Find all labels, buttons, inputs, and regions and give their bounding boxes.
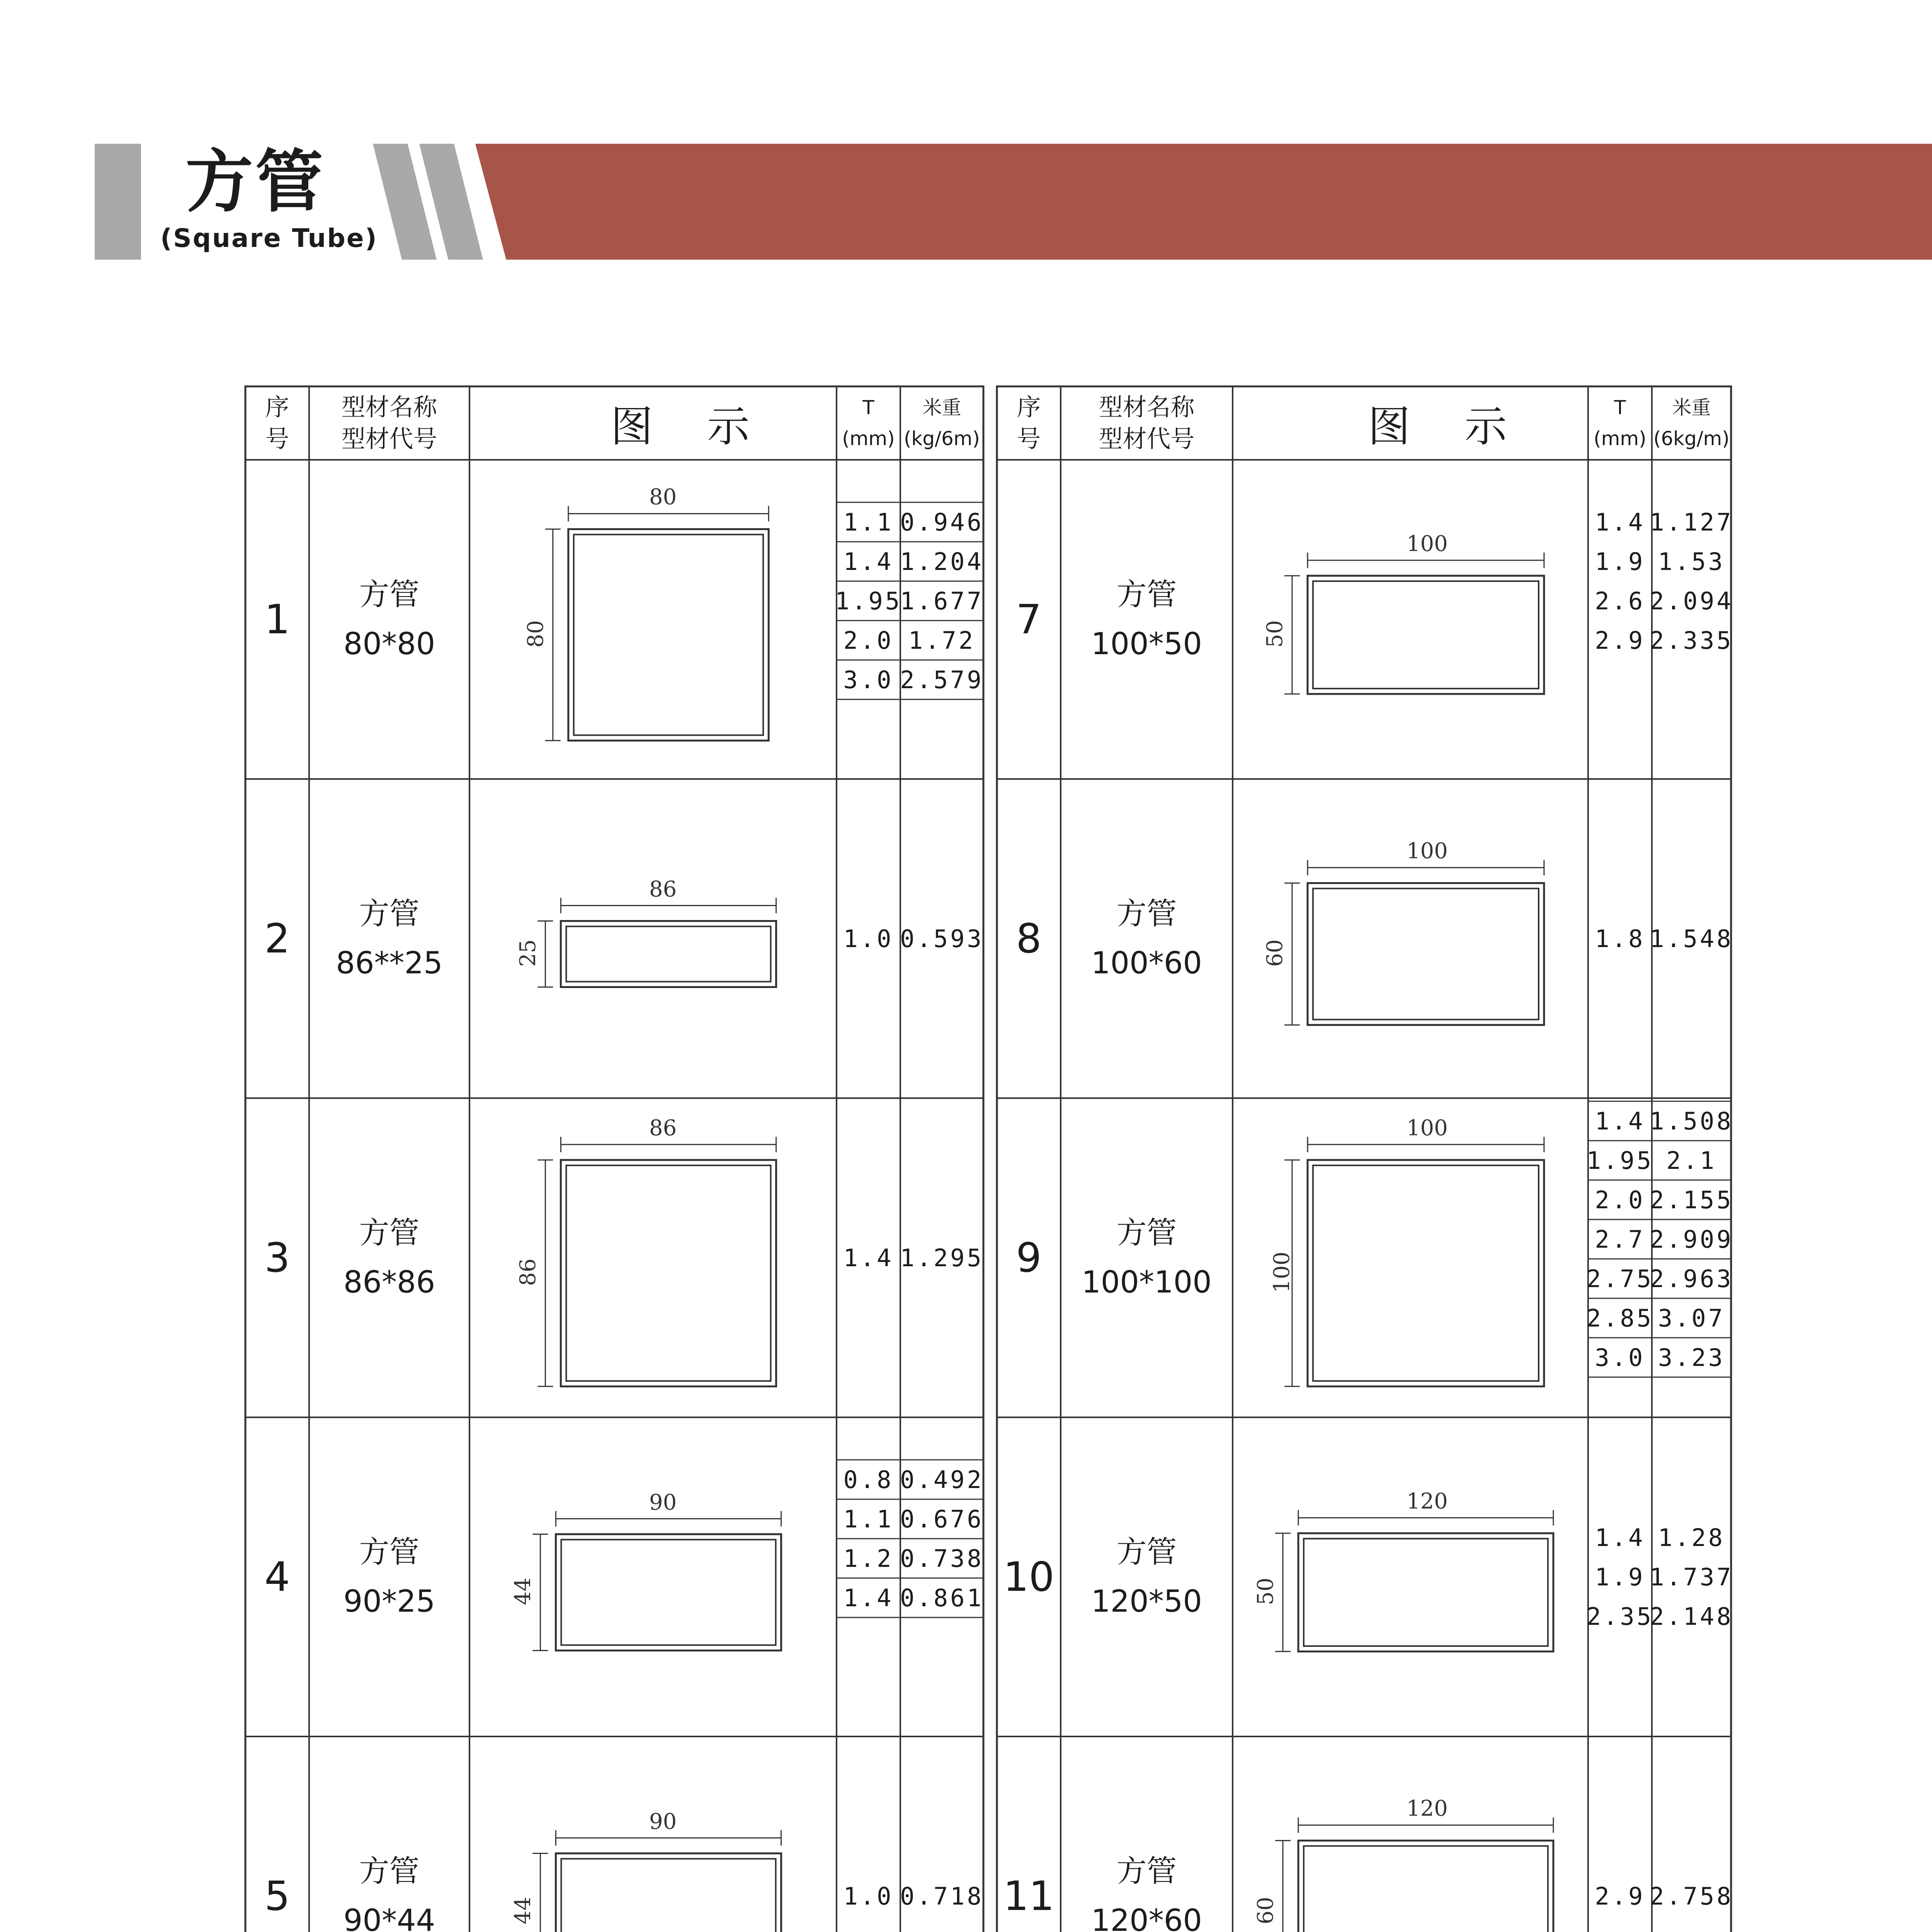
row-9-name (1061, 1098, 1233, 1417)
row-10-t-1 (1588, 1518, 1652, 1557)
row-1-weight-2-line-1: 1.204 (900, 547, 984, 576)
row-5-name-line-1: 方管 (359, 1854, 420, 1889)
header-weight-left (900, 386, 983, 460)
row-11-t-1 (1588, 1876, 1652, 1916)
row-1-t-3 (837, 581, 900, 621)
row-8-seq (997, 779, 1061, 1098)
row-7-name-line-1: 方管 (1116, 577, 1177, 612)
header-diagram-right (1233, 386, 1642, 460)
row-4-tube-outer (556, 1534, 781, 1651)
row-4-weight-2-line-1: 0.676 (900, 1505, 984, 1533)
row-9-weight-4-line-1: 2.909 (1650, 1225, 1733, 1253)
row-10-weight-3 (1652, 1597, 1731, 1636)
row-10-tube-outer (1298, 1533, 1553, 1651)
row-7-weight-4-line-1: 2.335 (1650, 626, 1733, 655)
row-9-weight-6 (1652, 1298, 1731, 1338)
row-11-t-1-line-1: 2.9 (1595, 1882, 1645, 1910)
row-9-weight-1-line-1: 1.508 (1650, 1107, 1733, 1135)
row-5-weight-1-line-1: 0.718 (900, 1882, 984, 1910)
row-4-t-1-line-1: 0.8 (843, 1465, 894, 1494)
header-name-right-line-1: 型材名称 (1099, 393, 1195, 421)
row-9-weight-4 (1652, 1219, 1731, 1259)
row-9-t-3 (1588, 1180, 1652, 1219)
row-7-weight-2 (1652, 542, 1731, 581)
row-1-seq (245, 460, 309, 779)
row-2-weight-1 (900, 919, 983, 958)
header-diagram-left-line-1: 图示 (611, 402, 804, 451)
row-8-name (1061, 779, 1233, 1098)
header-t-right-line-1: T (1614, 396, 1626, 419)
row-5-dim-height-label: 44 (510, 1896, 536, 1925)
row-11-name-line-2: 120*60 (1091, 1903, 1202, 1932)
row-8-seq-line-1: 8 (1016, 915, 1042, 962)
row-1-seq-line-1: 1 (264, 596, 290, 643)
row-9-t-4-line-1: 2.7 (1595, 1225, 1645, 1253)
row-11-tube-inner (1304, 1846, 1548, 1932)
row-4-t-2-line-1: 1.1 (843, 1505, 894, 1533)
row-3-tube-outer (561, 1160, 776, 1386)
row-1-t-2-line-1: 1.4 (843, 547, 894, 576)
row-8-weight-1-line-1: 1.548 (1650, 924, 1733, 953)
row-8-t-1 (1588, 919, 1652, 958)
row-1-t-4 (837, 621, 900, 660)
row-4-t-3 (837, 1539, 900, 1578)
row-1-t-1-line-1: 1.1 (843, 508, 894, 536)
row-1-tube-outer (568, 529, 769, 740)
row-4-t-3-line-1: 1.2 (843, 1544, 894, 1573)
row-1-t-1 (837, 502, 900, 542)
row-7-weight-1 (1652, 502, 1731, 542)
row-10-name-line-2: 120*50 (1091, 1584, 1202, 1619)
row-1-name (309, 460, 469, 779)
row-7-t-3-line-1: 2.6 (1595, 587, 1645, 615)
row-10-t-1-line-1: 1.4 (1595, 1523, 1645, 1552)
row-9-t-5 (1588, 1259, 1652, 1298)
row-1-t-5-line-1: 3.0 (843, 665, 894, 694)
row-1-name-line-2: 80*80 (343, 627, 435, 662)
header-t-left-line-1: T (862, 396, 874, 419)
row-1-t-3-line-1: 1.95 (835, 587, 902, 615)
row-10-dim-width-label: 120 (1406, 1489, 1448, 1514)
row-5-t-1 (837, 1876, 900, 1916)
row-4-weight-1-line-1: 0.492 (900, 1465, 984, 1494)
row-7-seq (997, 460, 1061, 779)
row-1-weight-3 (900, 581, 983, 621)
row-10-name (1061, 1417, 1233, 1736)
row-4-t-4 (837, 1578, 900, 1617)
row-2-t-1-line-1: 1.0 (843, 924, 894, 953)
row-10-name-line-1: 方管 (1116, 1535, 1177, 1570)
row-3-weight-1 (900, 1238, 983, 1277)
row-5-seq (245, 1736, 309, 1932)
row-8-weight-1 (1652, 919, 1731, 958)
row-9-weight-2 (1652, 1141, 1731, 1180)
row-3-t-1 (837, 1238, 900, 1277)
row-1-weight-1-line-1: 0.946 (900, 508, 984, 536)
row-9-t-5-line-1: 2.75 (1586, 1264, 1654, 1293)
row-11-name (1061, 1736, 1233, 1932)
row-7-weight-3-line-1: 2.094 (1650, 587, 1733, 615)
row-3-name-line-2: 86*86 (343, 1265, 435, 1300)
row-1-dim-height-label: 80 (523, 620, 548, 648)
row-4-t-2 (837, 1499, 900, 1539)
header-weight-left-line-2: (kg/6m) (903, 427, 980, 450)
row-1-weight-4 (900, 621, 983, 660)
row-9-weight-5 (1652, 1259, 1731, 1298)
row-4-t-1 (837, 1460, 900, 1499)
row-8-name-line-1: 方管 (1116, 896, 1177, 931)
row-5-t-1-line-1: 1.0 (843, 1882, 894, 1910)
row-10-weight-1-line-1: 1.28 (1658, 1523, 1725, 1552)
row-2-weight-1-line-1: 0.593 (900, 924, 984, 953)
row-9-weight-1 (1652, 1101, 1731, 1141)
row-11-weight-1-line-1: 2.758 (1650, 1882, 1733, 1910)
row-4-weight-3 (900, 1539, 983, 1578)
row-11-seq (997, 1736, 1061, 1932)
row-10-weight-2 (1652, 1557, 1731, 1597)
row-9-dim-width-label: 100 (1406, 1116, 1448, 1141)
row-2-t-1 (837, 919, 900, 958)
row-9-t-7 (1588, 1338, 1652, 1377)
header-weight-right (1652, 386, 1731, 460)
header-seq-left (245, 386, 309, 460)
header-weight-left-line-1: 米重 (922, 396, 961, 419)
row-4-name (309, 1417, 469, 1736)
row-1-dim-width-label: 80 (649, 485, 677, 510)
row-11-dim-width-label: 120 (1406, 1796, 1448, 1821)
row-10-tube-inner (1304, 1539, 1548, 1646)
row-10-t-3-line-1: 2.35 (1586, 1602, 1654, 1631)
row-1-weight-4-line-1: 1.72 (908, 626, 976, 655)
row-7-tube-outer (1308, 576, 1544, 694)
row-2-name-line-1: 方管 (359, 896, 420, 931)
row-9-tube-outer (1308, 1160, 1544, 1386)
header-name-right-line-2: 型材代号 (1099, 425, 1195, 453)
row-1-t-4-line-1: 2.0 (843, 626, 894, 655)
row-3-seq-line-1: 3 (264, 1234, 290, 1281)
row-8-dim-width-label: 100 (1406, 838, 1448, 864)
row-3-tube-inner (566, 1165, 770, 1381)
row-9-t-3-line-1: 2.0 (1595, 1185, 1645, 1214)
row-11-seq-line-1: 11 (1003, 1872, 1054, 1920)
row-7-weight-2-line-1: 1.53 (1658, 547, 1725, 576)
header-diagram-left (469, 386, 891, 460)
row-1-weight-1 (900, 502, 983, 542)
row-7-tube-inner (1313, 581, 1539, 689)
row-1-weight-2 (900, 542, 983, 581)
row-4-dim-height-label: 44 (510, 1577, 536, 1605)
row-3-seq (245, 1098, 309, 1417)
row-7-dim-width-label: 100 (1406, 531, 1448, 556)
row-9-dim-height-label: 100 (1269, 1252, 1294, 1293)
row-9-t-2-line-1: 1.95 (1586, 1146, 1654, 1175)
row-9-name-line-2: 100*100 (1082, 1265, 1212, 1300)
row-9-weight-6-line-1: 3.07 (1658, 1304, 1725, 1332)
header-seq-left-line-2: 号 (265, 425, 289, 453)
row-1-name-line-1: 方管 (359, 577, 420, 612)
header-name-left-line-2: 型材代号 (341, 425, 437, 453)
row-5-tube-inner (561, 1859, 776, 1932)
row-7-weight-3 (1652, 581, 1731, 621)
row-4-weight-4-line-1: 0.861 (900, 1583, 984, 1612)
row-4-t-4-line-1: 1.4 (843, 1583, 894, 1612)
row-7-t-3 (1588, 581, 1652, 621)
row-3-dim-width-label: 86 (649, 1116, 677, 1141)
header-weight-right-line-2: (6kg/m) (1653, 427, 1730, 450)
row-3-name (309, 1098, 469, 1417)
page-title: 方管 (185, 143, 325, 221)
header-t-left-line-2: (mm) (842, 427, 895, 450)
row-11-name-line-1: 方管 (1116, 1854, 1177, 1889)
row-9-weight-7-line-1: 3.23 (1658, 1343, 1725, 1372)
row-9-seq-line-1: 9 (1016, 1234, 1042, 1281)
row-3-dim-height-label: 86 (515, 1258, 541, 1286)
row-4-seq-line-1: 4 (264, 1553, 290, 1600)
row-2-name (309, 779, 469, 1098)
row-9-t-2 (1588, 1141, 1652, 1180)
row-2-seq (245, 779, 309, 1098)
row-2-tube-inner (566, 927, 770, 982)
row-9-weight-3-line-1: 2.155 (1650, 1185, 1733, 1214)
row-9-seq (997, 1098, 1061, 1417)
row-7-weight-1-line-1: 1.127 (1650, 508, 1733, 536)
header-seq-right (997, 386, 1061, 460)
row-8-tube-outer (1308, 883, 1544, 1025)
row-11-dim-height-label: 60 (1253, 1896, 1279, 1925)
row-11-weight-1 (1652, 1876, 1731, 1916)
header-t-left (837, 386, 900, 460)
row-5-name-line-2: 90*44 (343, 1903, 435, 1932)
row-10-weight-1 (1652, 1518, 1731, 1557)
row-10-t-2 (1588, 1557, 1652, 1597)
row-10-t-2-line-1: 1.9 (1595, 1563, 1645, 1591)
row-5-tube-outer (556, 1854, 781, 1932)
row-9-weight-5-line-1: 2.963 (1650, 1264, 1733, 1293)
row-9-weight-7 (1652, 1338, 1731, 1377)
row-8-name-line-2: 100*60 (1091, 946, 1202, 981)
row-2-tube-outer (561, 921, 776, 987)
row-2-name-line-2: 86**25 (336, 946, 443, 981)
row-1-t-5 (837, 660, 900, 699)
row-7-name-line-2: 100*50 (1091, 627, 1202, 662)
row-5-weight-1 (900, 1876, 983, 1916)
row-8-dim-height-label: 60 (1262, 939, 1288, 967)
header-name-left-line-1: 型材名称 (341, 393, 437, 421)
row-3-name-line-1: 方管 (359, 1216, 420, 1250)
row-7-weight-4 (1652, 621, 1731, 660)
row-9-t-6-line-1: 2.85 (1586, 1304, 1654, 1332)
row-9-t-1-line-1: 1.4 (1595, 1107, 1645, 1135)
row-9-t-7-line-1: 3.0 (1595, 1343, 1645, 1372)
row-4-weight-4 (900, 1578, 983, 1617)
row-9-t-1 (1588, 1101, 1652, 1141)
row-7-t-2 (1588, 542, 1652, 581)
row-7-t-4-line-1: 2.9 (1595, 626, 1645, 655)
row-7-seq-line-1: 7 (1016, 596, 1042, 643)
row-10-weight-3-line-1: 2.148 (1650, 1602, 1733, 1631)
header-diagram-right-line-1: 图示 (1368, 402, 1561, 451)
row-1-weight-5-line-1: 2.579 (900, 665, 984, 694)
row-10-weight-2-line-1: 1.737 (1650, 1563, 1733, 1591)
row-4-dim-width-label: 90 (649, 1490, 677, 1515)
row-8-tube-inner (1313, 888, 1539, 1019)
row-9-weight-3 (1652, 1180, 1731, 1219)
row-10-seq-line-1: 10 (1003, 1553, 1054, 1600)
row-7-t-4 (1588, 621, 1652, 660)
header-t-right (1588, 386, 1652, 460)
row-2-dim-width-label: 86 (649, 876, 677, 902)
row-10-seq (997, 1417, 1061, 1736)
row-1-weight-5 (900, 660, 983, 699)
header-name-right (1061, 386, 1233, 460)
row-10-dim-height-label: 50 (1253, 1577, 1279, 1605)
row-4-name-line-1: 方管 (359, 1535, 420, 1570)
row-1-t-2 (837, 542, 900, 581)
row-7-t-1 (1588, 502, 1652, 542)
row-2-seq-line-1: 2 (264, 915, 290, 962)
header-seq-left-line-1: 序 (265, 393, 289, 421)
row-4-weight-1 (900, 1460, 983, 1499)
header-seq-right-line-1: 序 (1017, 393, 1041, 421)
row-7-t-1-line-1: 1.4 (1595, 508, 1645, 536)
row-5-seq-line-1: 5 (264, 1872, 290, 1920)
row-5-dim-width-label: 90 (649, 1809, 677, 1834)
row-8-t-1-line-1: 1.8 (1595, 924, 1645, 953)
row-4-weight-3-line-1: 0.738 (900, 1544, 984, 1573)
row-1-weight-3-line-1: 1.677 (900, 587, 984, 615)
row-7-name (1061, 460, 1233, 779)
header-t-right-line-2: (mm) (1594, 427, 1646, 450)
row-3-weight-1-line-1: 1.295 (900, 1243, 984, 1272)
header-weight-right-line-1: 米重 (1672, 396, 1711, 419)
row-7-dim-height-label: 50 (1262, 620, 1288, 648)
row-4-tube-inner (561, 1540, 776, 1645)
row-9-t-4 (1588, 1219, 1652, 1259)
row-9-t-6 (1588, 1298, 1652, 1338)
row-11-tube-outer (1298, 1840, 1553, 1932)
row-7-t-2-line-1: 1.9 (1595, 547, 1645, 576)
header-seq-right-line-2: 号 (1017, 425, 1041, 453)
row-4-weight-2 (900, 1499, 983, 1539)
row-1-tube-inner (574, 534, 763, 735)
header-name-left (309, 386, 469, 460)
row-9-name-line-1: 方管 (1116, 1216, 1177, 1250)
row-9-tube-inner (1313, 1165, 1539, 1381)
row-3-t-1-line-1: 1.4 (843, 1243, 894, 1272)
page-subtitle: (Square Tube) (160, 223, 378, 253)
row-9-weight-2-line-1: 2.1 (1666, 1146, 1717, 1175)
row-10-t-3 (1588, 1597, 1652, 1636)
row-4-seq (245, 1417, 309, 1736)
row-2-dim-height-label: 25 (515, 939, 541, 967)
row-4-name-line-2: 90*25 (343, 1584, 435, 1619)
row-5-name (309, 1736, 469, 1932)
